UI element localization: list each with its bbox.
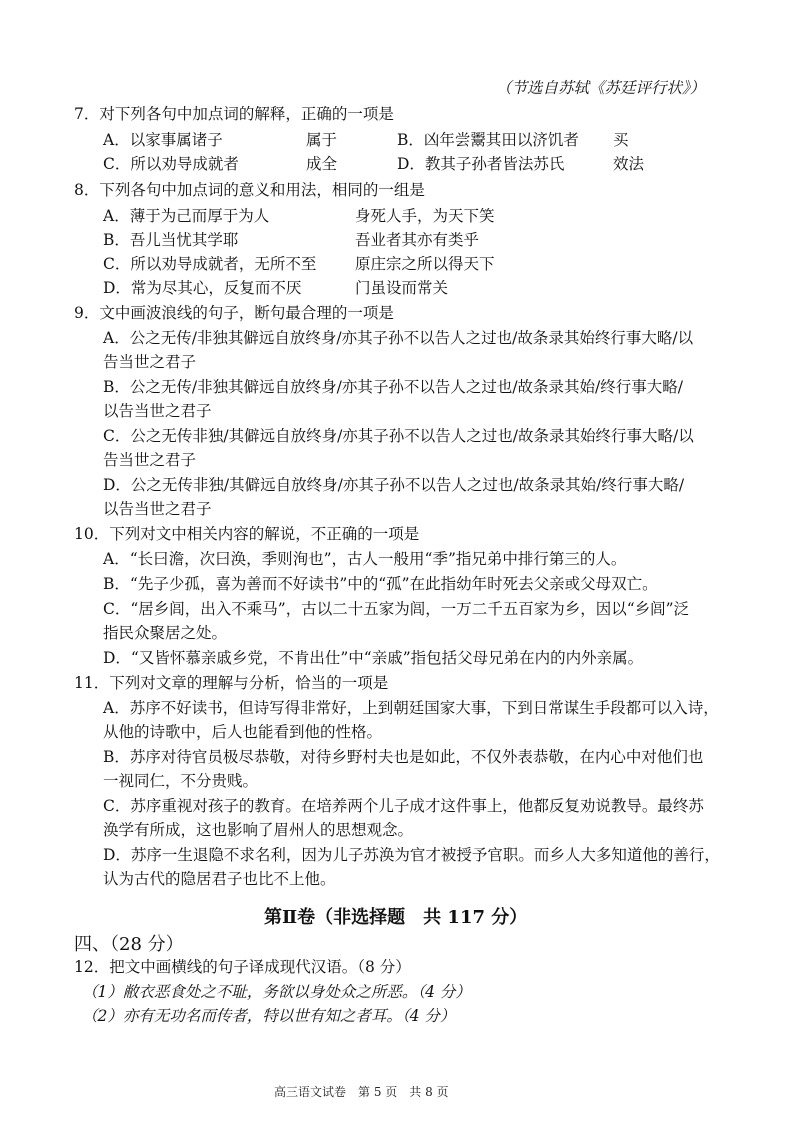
q8-option-d-right: 门虽设而常关 — [355, 279, 449, 297]
q11-option-a-line2: 从他的诗歌中，后人也能看到他的性格。 — [103, 723, 383, 741]
q12-stem: 12．把文中画横线的句子译成现代汉语。（8 分） — [74, 958, 411, 976]
q9-option-d-line2: 以告当世之君子 — [103, 500, 212, 518]
q9-stem: 9．文中画波浪线的句子，断句最合理的一项是 — [74, 304, 394, 322]
q9-option-c-line1: C．公之无传非独/其僻远自放终身/亦其子孙不以告人之过也/故条录其始终行事大略/以 — [103, 427, 694, 445]
q7-option-b-gloss: 买 — [613, 131, 629, 149]
q7-option-d-gloss: 效法 — [613, 155, 645, 173]
q11-option-c-line2: 涣学有所成，这也影响了眉州人的思想观念。 — [103, 821, 414, 839]
part-two-title: 第Ⅱ卷（非选择题 共 117 分） — [264, 907, 528, 928]
q8-option-c-right: 原庄宗之所以得天下 — [355, 255, 495, 273]
q7-option-b: B．凶年尝鬻其田以济饥者 — [397, 131, 579, 149]
q11-option-a-line1: A．苏序不好读书，但诗写得非常好，上到朝廷国家大事，下到日常谋生手段都可以入诗， — [103, 699, 719, 717]
q12-sentence-1: （1）敝衣恶食处之不耻，务欲以身处众之所恶。（4 分） — [82, 983, 471, 1001]
q10-option-c-line1: C．“居乡闾，出入不乘马”，古以二十五家为闾，一万二千五百家为乡，因以“乡闾”泛 — [103, 600, 690, 618]
q10-option-a: A．“长曰澹，次曰涣，季则洵也”，古人一般用“季”指兄弟中排行第三的人。 — [103, 550, 627, 568]
q8-option-d-left: D．常为尽其心，反复而不厌 — [103, 279, 302, 297]
section-four-heading: 四、（28 分） — [74, 934, 184, 955]
q10-stem: 10．下列对文中相关内容的解说，不正确的一项是 — [74, 525, 420, 543]
q9-option-b-line1: B．公之无传/非独其僻远自放终身/亦其子孙不以告人之过也/故条录其始/终行事大略/ — [103, 378, 684, 396]
q11-option-d-line1: D．苏序一生退隐不求名利，因为儿子苏涣为官才被授予官职。而乡人大多知道他的善行， — [103, 846, 720, 864]
q8-option-b-left: B．吾儿当忧其学耶 — [103, 231, 239, 249]
q10-option-d: D．“又皆怀慕亲戚乡党，不肯出仕”中“亲戚”指包括父母兄弟在内的内外亲属。 — [103, 649, 644, 667]
q11-option-b-line2: 一视同仁，不分贵贱。 — [103, 772, 259, 790]
q9-option-d-line1: D．公之无传非独/其僻远自放终身/亦其子孙不以告人之过也/故条录其始/终行事大略/ — [103, 476, 685, 494]
q7-option-c-gloss: 成全 — [306, 155, 338, 173]
q9-option-a-line1: A．公之无传/非独其僻远自放终身/亦其子孙不以告人之过也/故条录其始终行事大略/以 — [103, 329, 694, 347]
q11-option-b-line1: B．苏序对待官员极尽恭敬，对待乡野村夫也是如此，不仅外表恭敬，在内心中对他们也 — [103, 748, 704, 766]
q8-option-a-left: A．薄于为己而厚于为人 — [103, 207, 270, 225]
q8-option-b-right: 吾业者其亦有类乎 — [355, 231, 480, 249]
q12-sentence-2: （2）亦有无功名而传者，特以世有知之者耳。（4 分） — [82, 1007, 456, 1025]
q10-option-c-line2: 指民众聚居之处。 — [103, 624, 228, 642]
q11-stem: 11．下列对文章的理解与分析，恰当的一项是 — [74, 674, 389, 692]
q8-stem: 8．下列各句中加点词的意义和用法，相同的一组是 — [74, 181, 425, 199]
q7-option-c: C．所以劝导成就者 — [103, 155, 239, 173]
q9-option-b-line2: 以告当世之君子 — [103, 402, 212, 420]
q7-option-d: D．教其子孙者皆法苏氏 — [397, 155, 565, 173]
q7-stem: 7．对下列各句中加点词的解释，正确的一项是 — [74, 105, 394, 123]
q10-option-b: B．“先子少孤，喜为善而不好读书”中的“孤”在此指幼年时死去父亲或父母双亡。 — [103, 575, 658, 593]
q11-option-d-line2: 认为古代的隐居君子也比不上他。 — [103, 870, 336, 888]
q9-option-a-line2: 告当世之君子 — [103, 353, 197, 371]
q7-option-a-gloss: 属于 — [306, 131, 338, 149]
q11-option-c-line1: C．苏序重视对孩子的教育。在培养两个儿子成才这件事上，他都反复劝说教导。最终苏 — [103, 797, 704, 815]
q8-option-a-right: 身死人手，为天下笑 — [355, 207, 495, 225]
source-note: （节选自苏轼《苏廷评行状》） — [496, 79, 706, 97]
q8-option-c-left: C．所以劝导成就者，无所不至 — [103, 255, 317, 273]
q7-option-a: A．以家事属诸子 — [103, 131, 223, 149]
q9-option-c-line2: 告当世之君子 — [103, 451, 197, 469]
page-footer: 高三语文试卷 第 5 页 共 8 页 — [274, 1085, 449, 1099]
